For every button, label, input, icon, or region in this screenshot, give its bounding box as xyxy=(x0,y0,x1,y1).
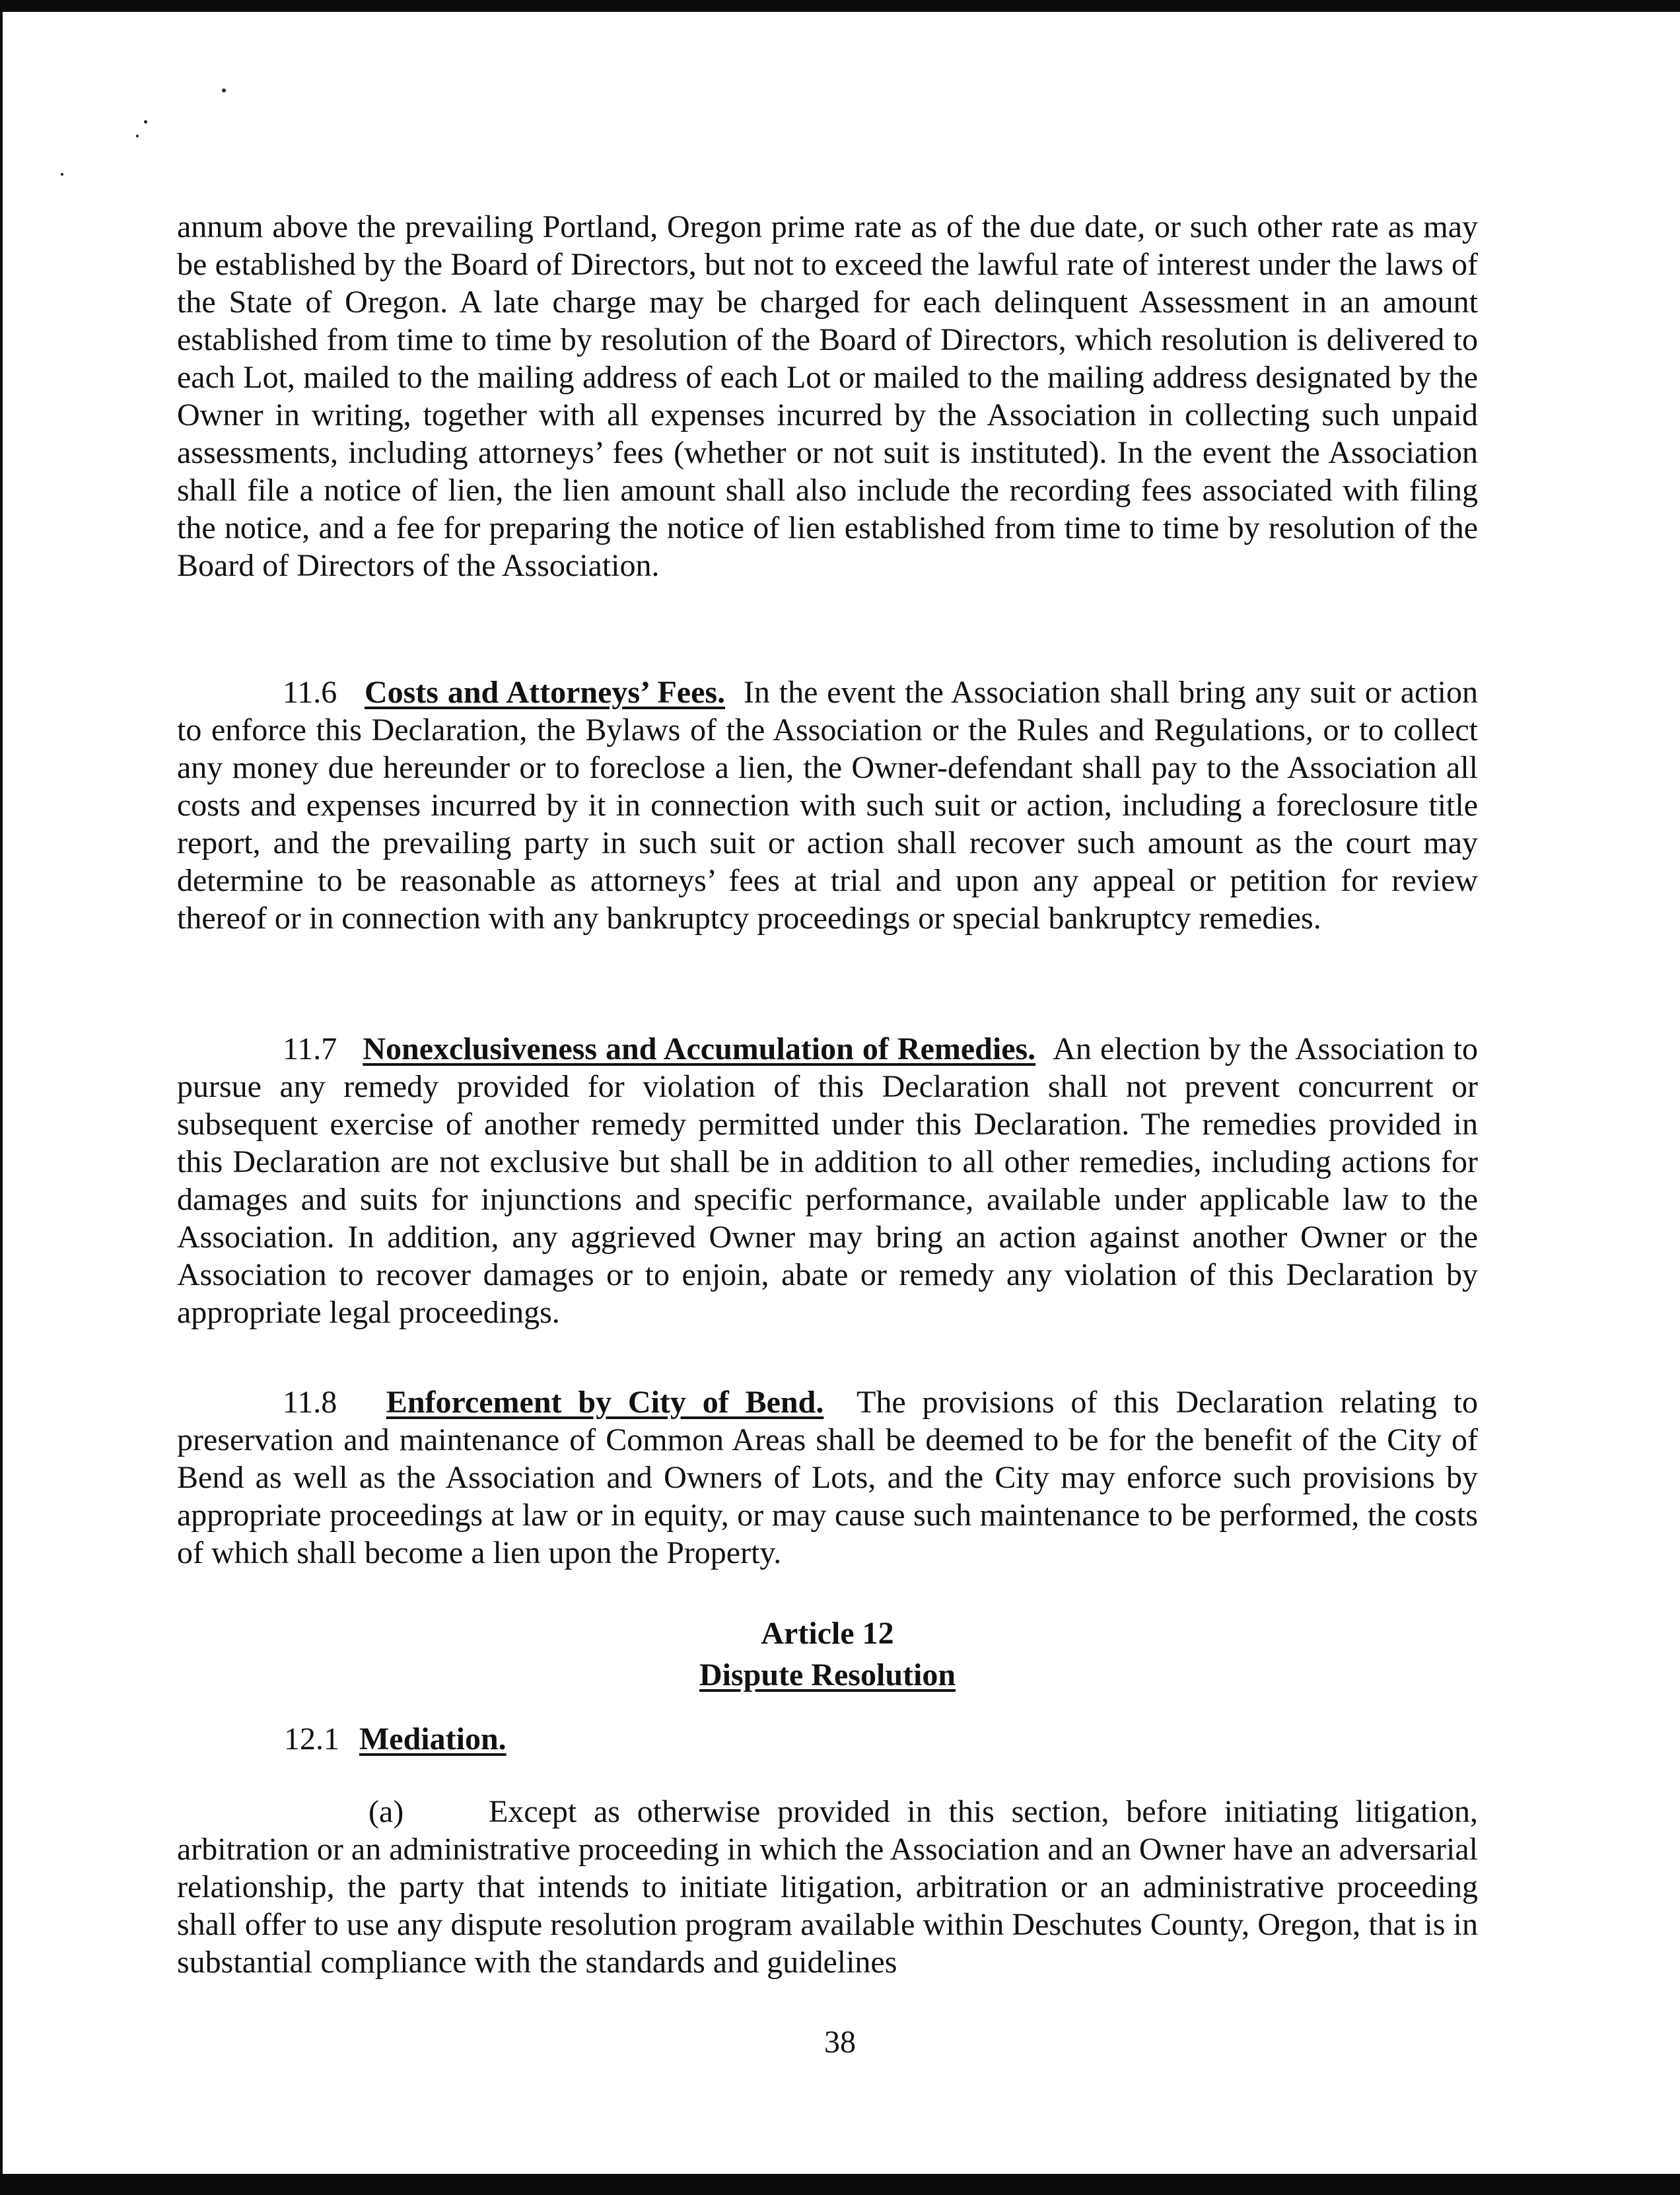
item-a-paragraph xyxy=(177,1793,1478,1981)
section-body: In the event the Association shall bring any suit or action to enforce this Declaration, the Bylaws of the Association or the Rules and Regulations, or to collect any money due hereunder or to foreclose a lien, the Owner-defendant shall pay to the Association all costs and expenses incurred by it in connection with such suit or action, including a foreclosure title report, and the prevailing party in such suit or action shall recover such amount as the court may determine to be reasonable as attorneys’ fees at trial and upon any appeal or petition for review thereof or in connection with any bankruptcy proceedings or special bankruptcy remedies. xyxy=(177,675,1478,936)
section-number: 12.1 xyxy=(284,1722,339,1757)
section-11-6 xyxy=(177,674,1478,937)
scan-speck xyxy=(136,135,139,137)
article-number: Article 12 xyxy=(761,1616,894,1651)
section-11-7-paragraph xyxy=(177,1030,1478,1331)
section-title: Enforcement by City of Bend. xyxy=(386,1385,824,1420)
section-number: 11.6 xyxy=(283,675,337,710)
article-title: Dispute Resolution xyxy=(699,1657,956,1692)
section-11-8 xyxy=(177,1383,1478,1572)
section-12-1-heading xyxy=(284,1720,507,1759)
scan-speck xyxy=(61,173,63,176)
scan-border-left xyxy=(0,0,3,2195)
section-11-8-paragraph xyxy=(177,1383,1478,1572)
section-11-6-paragraph xyxy=(177,674,1478,937)
scan-border-bottom xyxy=(0,2174,1680,2195)
scan-border-top xyxy=(0,0,1680,12)
scan-speck xyxy=(222,88,226,92)
section-title: Mediation. xyxy=(359,1722,507,1757)
section-body: An election by the Association to pursue any remedy provided for violation of this Declaration shall not prevent concurrent or subsequent exercise of another remedy permitted under this Declaration. The remedies provided in this Declaration are not exclusive but shall be in addition to all other remedies, including actions for damages and suits for injunctions and specific performance, available under applicable law to the Association. In addition, any aggrieved Owner may bring an action against another Owner or the Association to recover damages or to enjoin, abate or remedy any violation of this Declaration by appropriate legal proceedings. xyxy=(177,1031,1479,1330)
continuation-paragraph xyxy=(177,208,1478,584)
item-label: (a) xyxy=(368,1794,404,1829)
page-number: 38 xyxy=(824,2025,856,2060)
item-body: Except as otherwise provided in this section, before initiating litigation, arbitration or an administrative proceeding in which the Association and an Owner have an adversarial relationship, the party that intends to initiate litigation, arbitration or an administrative proceeding shall offer to use any dispute resolution program available within Deschutes County, Oregon, that is in substantial compliance with the standards and guidelines xyxy=(177,1794,1478,1980)
section-number: 11.7 xyxy=(283,1031,337,1066)
item-a xyxy=(177,1793,1478,1981)
section-number: 11.8 xyxy=(283,1385,337,1420)
section-body: The provisions of this Declaration relating to preservation and maintenance of Common Areas shall be deemed to be for the benefit of the City of Bend as well as the Association and Owners of Lots, and the City may enforce such provisions by appropriate proceedings at law or in equity, or may cause such maintenance to be performed, the costs of which shall become a lien upon the Property. xyxy=(177,1385,1478,1570)
continuation-text: annum above the prevailing Portland, Oregon prime rate as of the due date, or such other rate as may be established by the Board of Directors, but not to exceed the lawful rate of interest under the laws of the State of Oregon. A late charge may be charged for each delinquent Assessment in an amount established from time to time by resolution of the Board of Directors, which resolution is delivered to each Lot, mailed to the mailing address of each Lot or mailed to the mailing address designated by the Owner in writing, together with all expenses incurred by the Association in collecting such unpaid assessments, including attorneys’ fees (whether or not suit is instituted). In the event the Association shall file a notice of lien, the lien amount shall also include the recording fees associated with filing the notice, and a fee for preparing the notice of lien established from time to time by resolution of the Board of Directors of the Association. xyxy=(177,209,1478,583)
section-title: Nonexclusiveness and Accumulation of Remedies. xyxy=(363,1031,1036,1066)
scan-speck xyxy=(144,120,147,123)
section-title: Costs and Attorneys’ Fees. xyxy=(364,675,726,710)
section-11-7 xyxy=(177,1030,1478,1331)
